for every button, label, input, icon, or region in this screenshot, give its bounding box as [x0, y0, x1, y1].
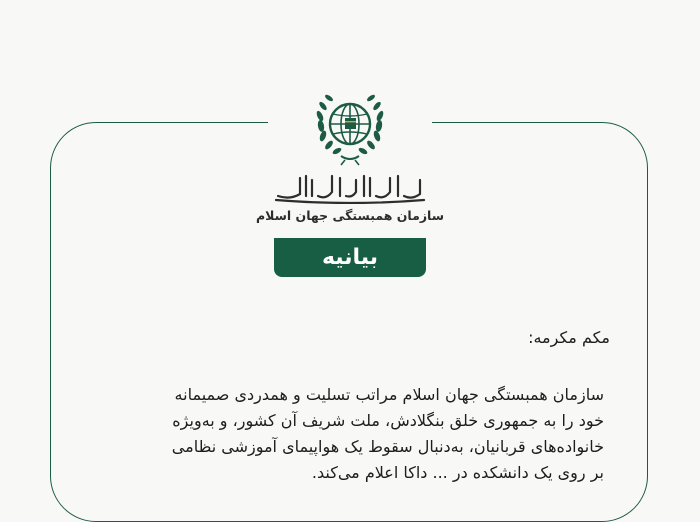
- letter-greeting: مکم مکرمه:: [528, 328, 610, 347]
- body-line: خود را به جمهوری خلق بنگلادش، ملت شریف آن کشور، و به‌ویژه: [172, 411, 604, 430]
- body-line: خانواده‌های قربانیان، به‌دنبال سقوط یک هواپیمای آموزشی نظامی: [171, 437, 604, 456]
- statement-banner: [274, 238, 426, 277]
- organization-name: سازمان همبستگی جهان اسلام: [255, 208, 445, 223]
- globe-wreath-emblem-icon: [311, 86, 389, 166]
- body-line: سازمان همبستگی جهان اسلام مراتب تسلیت و همدردی صمیمانه: [174, 385, 604, 404]
- statement-title: بیانیه: [321, 245, 379, 270]
- calligraphy-logo: [270, 170, 430, 204]
- letter-body: [94, 382, 604, 486]
- body-line: بر روی یک دانشکده در ... داکا اعلام می‌کند.: [311, 463, 604, 482]
